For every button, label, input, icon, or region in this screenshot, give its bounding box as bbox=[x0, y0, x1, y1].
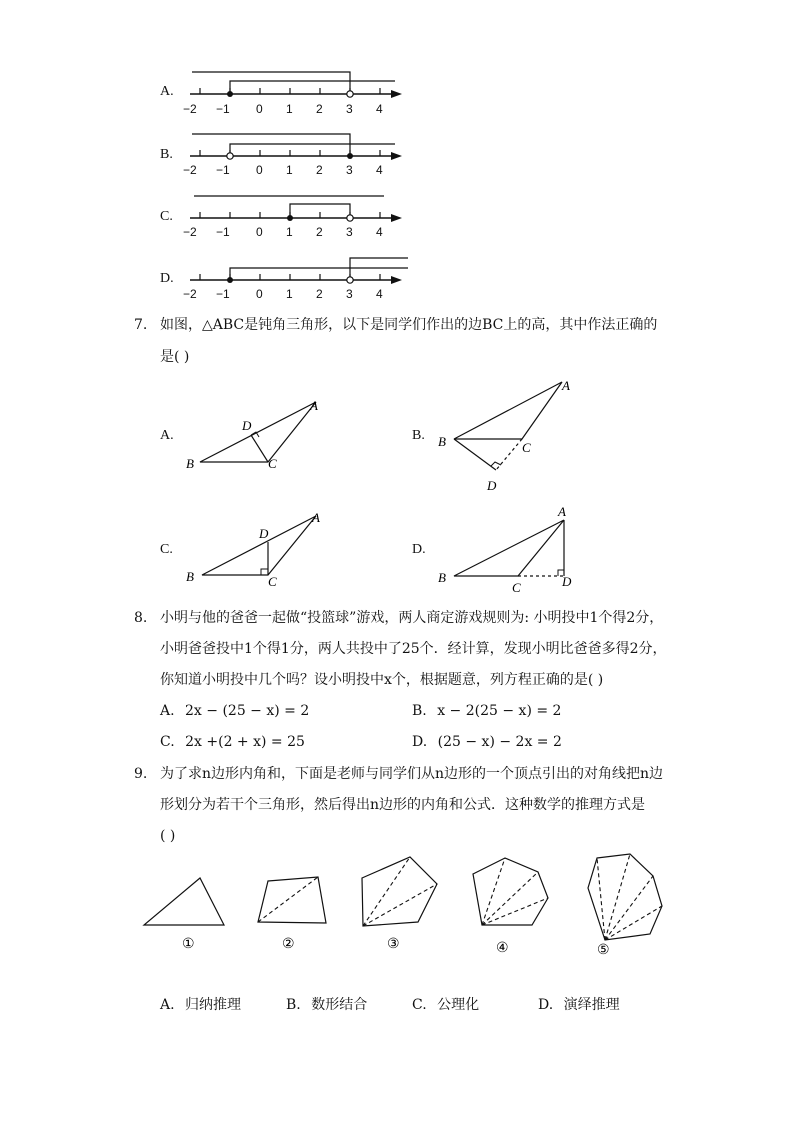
q9-figure-pentagon bbox=[362, 857, 437, 926]
q7-option-b-letter[interactable]: B. bbox=[412, 428, 425, 443]
q7-b-point-b: B bbox=[438, 434, 446, 449]
q9-option-b-letter: B. bbox=[286, 997, 301, 1013]
q7-option-c-letter[interactable]: C. bbox=[160, 542, 173, 557]
q7-option-a-letter[interactable]: A. bbox=[160, 428, 174, 443]
q6-option-a-letter[interactable]: A. bbox=[160, 84, 174, 99]
q9-option-d-text: 演绎推理 bbox=[563, 997, 620, 1013]
q8-option-d[interactable] bbox=[412, 731, 562, 753]
q8-stem-line-1: 小明与他的爸爸一起做“投篮球”游戏，两人商定游戏规则为: 小明投中1个得2分， bbox=[160, 610, 664, 626]
q7-d-point-d: D bbox=[562, 574, 572, 589]
q8-stem-line-2: 小明爸爸投中1个得1分，两人共投中了25个．经计算，发现小明比爸爸多得2分， bbox=[160, 641, 667, 657]
q9-option-c-text: 公理化 bbox=[437, 997, 480, 1013]
q7-c-point-a: A bbox=[312, 510, 320, 525]
q6-ticks-d: −2 −1 0 1 2 3 4 bbox=[183, 287, 383, 301]
q9-option-b[interactable] bbox=[286, 994, 367, 1016]
q8-number: 8. bbox=[134, 610, 148, 626]
q8-option-d-text: (25 − x) − 2x = 2 bbox=[437, 734, 562, 750]
q8-option-a[interactable] bbox=[160, 700, 309, 722]
q7-b-point-d: D bbox=[487, 478, 497, 493]
q9-figure-label-5: ⑤ bbox=[597, 943, 610, 958]
q9-option-a-letter: A. bbox=[160, 997, 175, 1013]
q9-stem-line-3: ( ) bbox=[160, 828, 176, 844]
q7-c-point-d: D bbox=[259, 526, 269, 541]
q7-figure-a bbox=[180, 390, 340, 480]
q9-number: 9. bbox=[134, 766, 148, 782]
q6-option-b-letter[interactable]: B. bbox=[160, 147, 173, 162]
q8-option-c-letter: C. bbox=[160, 734, 175, 750]
q6-ticks-a: −2 −1 0 1 2 3 4 bbox=[183, 102, 383, 116]
q9-figure-heptagon bbox=[588, 854, 662, 940]
q9-option-c-letter: C. bbox=[412, 997, 427, 1013]
q9-option-a[interactable] bbox=[160, 994, 241, 1016]
q9-figure-hexagon bbox=[473, 858, 548, 925]
q9-option-b-text: 数形结合 bbox=[311, 997, 368, 1013]
q9-figure-triangle bbox=[144, 878, 224, 925]
q7-figure-d bbox=[432, 502, 592, 594]
q7-c-point-b: B bbox=[186, 569, 194, 584]
q7-figure-c bbox=[180, 504, 340, 594]
q7-a-point-a: A bbox=[310, 398, 318, 413]
q7-d-point-b: B bbox=[438, 570, 446, 585]
q7-number: 7. bbox=[134, 317, 148, 333]
q9-figure-quadrilateral bbox=[258, 877, 326, 923]
q7-stem-line-2: 是( ) bbox=[160, 349, 190, 365]
q9-figure-label-3: ③ bbox=[387, 937, 400, 952]
q7-b-point-a: A bbox=[562, 378, 570, 393]
q8-option-c-text: 2x +(2 + x) = 25 bbox=[185, 734, 305, 750]
q9-figure-label-1: ① bbox=[182, 937, 195, 952]
q9-option-c[interactable] bbox=[412, 994, 479, 1016]
q7-d-point-a: A bbox=[558, 504, 566, 519]
q8-option-b[interactable] bbox=[412, 700, 561, 722]
q9-figure-label-2: ② bbox=[282, 937, 295, 952]
q8-option-b-text: x − 2(25 − x) = 2 bbox=[437, 703, 562, 719]
q7-a-point-c: C bbox=[268, 456, 277, 471]
q8-option-d-letter: D. bbox=[412, 734, 428, 750]
q6-option-d-letter[interactable]: D. bbox=[160, 271, 174, 286]
q8-stem-line-3: 你知道小明投中几个吗？设小明投中x个，根据题意，列方程正确的是( ) bbox=[160, 672, 604, 688]
q6-option-c-letter[interactable]: C. bbox=[160, 209, 173, 224]
q8-option-b-letter: B. bbox=[412, 703, 427, 719]
q8-option-a-text: 2x − (25 − x) = 2 bbox=[185, 703, 310, 719]
q9-figure-label-4: ④ bbox=[496, 941, 509, 956]
q6-ticks-b: −2 −1 0 1 2 3 4 bbox=[183, 163, 383, 177]
q8-option-c[interactable] bbox=[160, 731, 305, 753]
q7-figure-b bbox=[432, 372, 592, 497]
q6-ticks-c: −2 −1 0 1 2 3 4 bbox=[183, 225, 383, 239]
q7-b-point-c: C bbox=[522, 440, 531, 455]
q9-option-d[interactable] bbox=[538, 994, 620, 1016]
q9-option-d-letter: D. bbox=[538, 997, 554, 1013]
q7-c-point-c: C bbox=[268, 574, 277, 589]
q7-d-point-c: C bbox=[512, 580, 521, 594]
q7-stem-line-1: 如图，△ABC是钝角三角形，以下是同学们作出的边BC上的高，其中作法正确的 bbox=[160, 317, 658, 333]
q9-option-a-text: 归纳推理 bbox=[185, 997, 242, 1013]
q9-stem-line-1: 为了求n边形内角和，下面是老师与同学们从n边形的一个顶点引出的对角线把n边 bbox=[160, 766, 664, 782]
q9-polygon-figures bbox=[130, 848, 680, 963]
q8-option-a-letter: A. bbox=[160, 703, 175, 719]
q7-a-point-d: D bbox=[242, 418, 252, 433]
q9-stem-line-2: 形划分为若干个三角形，然后得出n边形的内角和公式．这种数学的推理方式是 bbox=[160, 797, 646, 813]
q7-option-d-letter[interactable]: D. bbox=[412, 542, 426, 557]
q7-a-point-b: B bbox=[186, 456, 194, 471]
